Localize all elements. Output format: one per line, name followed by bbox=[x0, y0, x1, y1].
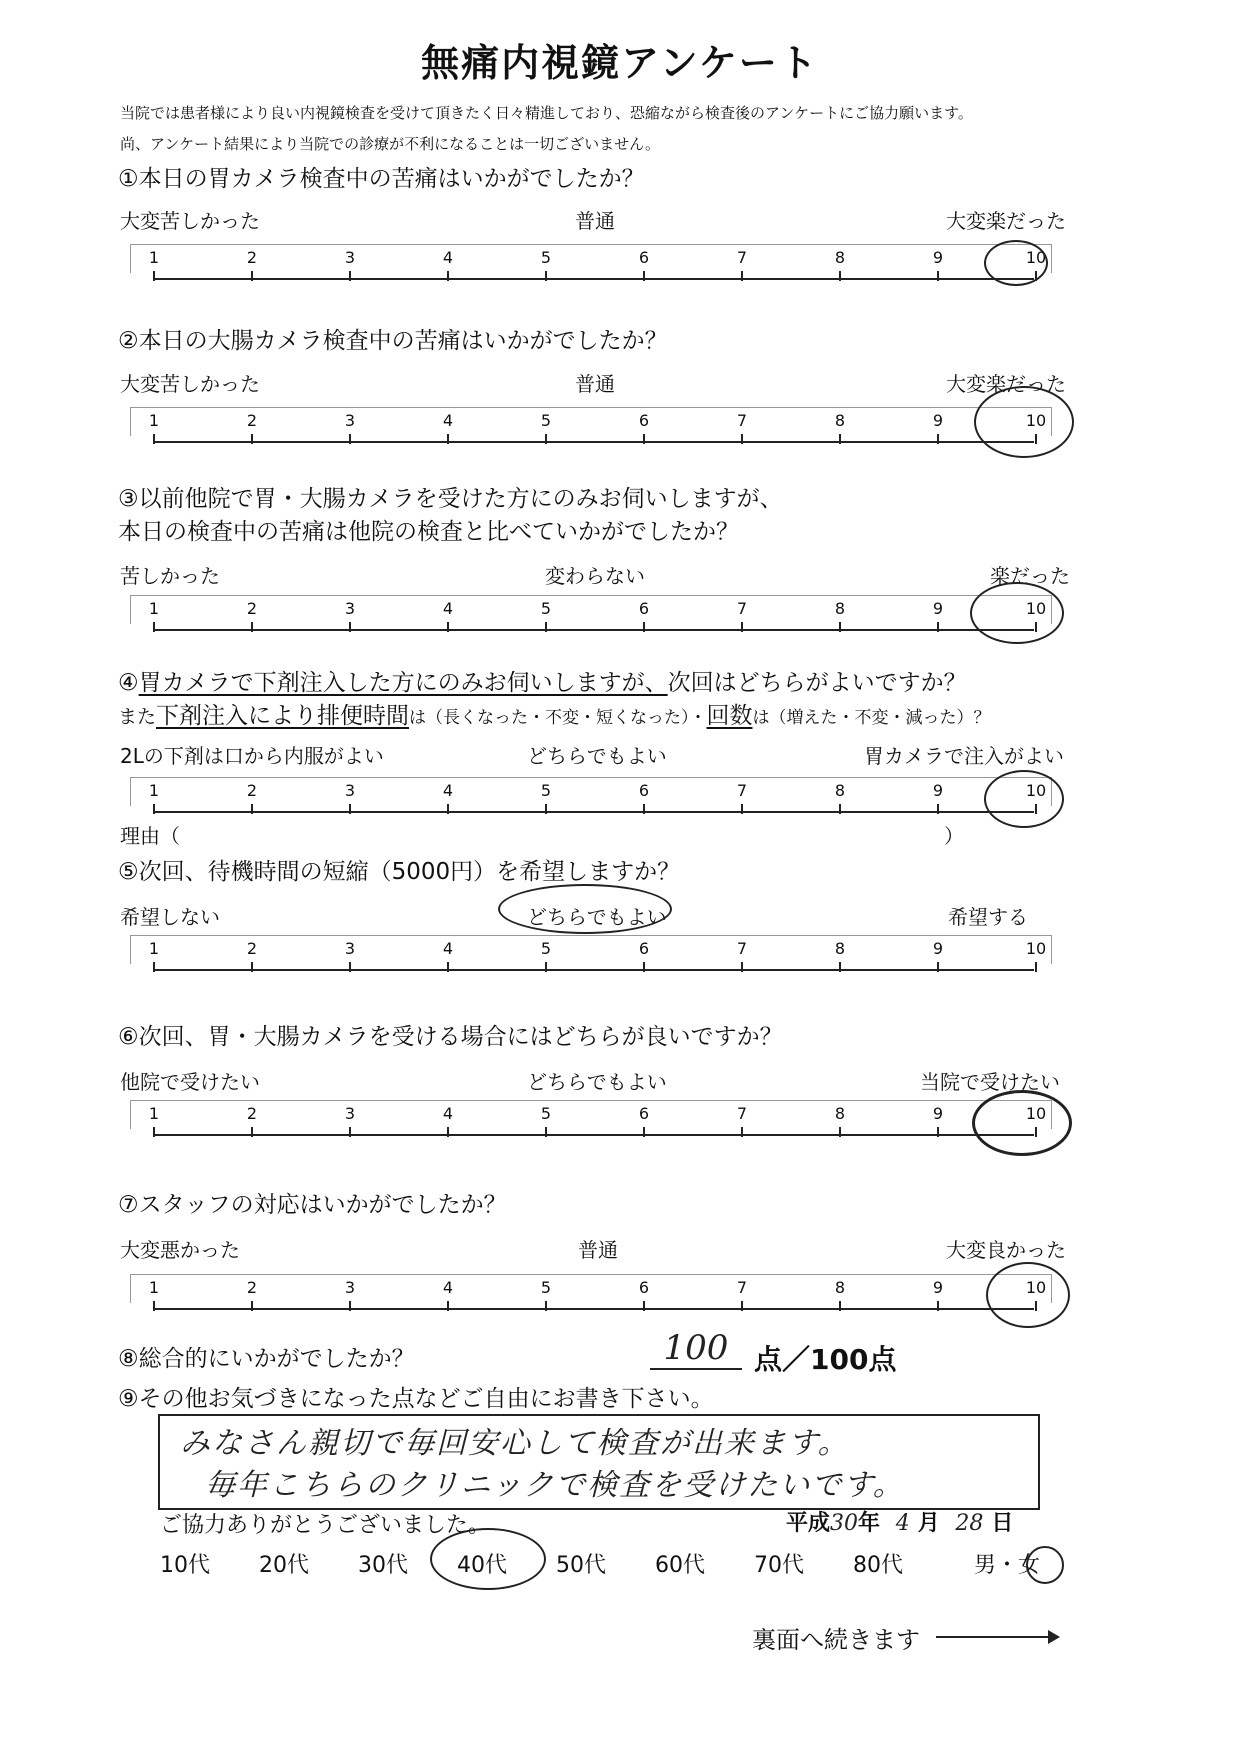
q1-scale[interactable] bbox=[130, 244, 1058, 286]
scale-number-2[interactable]: 2 bbox=[246, 1278, 258, 1297]
age-option-70s[interactable]: 70代 bbox=[754, 1553, 804, 1578]
scale-number-5[interactable]: 5 bbox=[540, 411, 552, 430]
q2-scale[interactable] bbox=[130, 407, 1058, 449]
scale-number-2[interactable]: 2 bbox=[246, 599, 258, 618]
scale-number-7[interactable]: 7 bbox=[736, 939, 748, 958]
q3-question-line-1: ③以前他院で胃・大腸カメラを受けた方にのみお伺いしますが、 bbox=[118, 486, 783, 512]
scale-number-4[interactable]: 4 bbox=[442, 781, 454, 800]
scale-number-9[interactable]: 9 bbox=[932, 1278, 944, 1297]
q6-mid-label: どちらでもよい bbox=[527, 1070, 667, 1094]
age-option-40s[interactable]: 40代 bbox=[457, 1553, 507, 1578]
age-selected-circle bbox=[430, 1528, 546, 1590]
q5-answer-circle bbox=[498, 884, 672, 934]
scale-number-7[interactable]: 7 bbox=[736, 1104, 748, 1123]
scale-number-6[interactable]: 6 bbox=[638, 939, 650, 958]
q2-left-label: 大変苦しかった bbox=[120, 372, 260, 396]
scale-tick bbox=[839, 622, 841, 632]
scale-tick bbox=[937, 1127, 939, 1137]
scale-tick bbox=[545, 622, 547, 632]
scale-tick bbox=[741, 271, 743, 281]
scale-tick bbox=[349, 1301, 351, 1311]
scale-number-3[interactable]: 3 bbox=[344, 599, 356, 618]
scale-tick bbox=[643, 434, 645, 444]
scale-tick bbox=[447, 434, 449, 444]
scale-number-5[interactable]: 5 bbox=[540, 1104, 552, 1123]
scale-tick bbox=[741, 622, 743, 632]
q9-question: ⑨その他お気づきになった点などご自由にお書き下さい。 bbox=[118, 1386, 714, 1412]
scale-number-1[interactable]: 1 bbox=[148, 411, 160, 430]
q1-answer-circle bbox=[984, 240, 1048, 286]
scale-number-8[interactable]: 8 bbox=[834, 1278, 846, 1297]
scale-tick bbox=[153, 1301, 155, 1311]
q8-score-suffix: 点／100点 bbox=[754, 1343, 897, 1376]
scale-tick bbox=[251, 1127, 253, 1137]
scale-number-7[interactable]: 7 bbox=[736, 1278, 748, 1297]
gender-male-option[interactable]: 男 bbox=[974, 1553, 997, 1578]
scale-tick bbox=[741, 962, 743, 972]
continue-arrow-icon bbox=[1048, 1630, 1060, 1644]
scale-number-7[interactable]: 7 bbox=[736, 248, 748, 267]
scale-tick bbox=[153, 962, 155, 972]
q7-answer-circle bbox=[986, 1262, 1070, 1328]
q4-reason-close: ） bbox=[944, 824, 964, 848]
scale-baseline bbox=[154, 1308, 1034, 1310]
intro-line-1: 当院では患者様により良い内視鏡検査を受けて頂きたく日々精進しており、恐縮ながら検査後のアンケートにご協力願います。 bbox=[120, 104, 973, 122]
q4-scale[interactable] bbox=[130, 777, 1058, 819]
q7-left-label: 大変悪かった bbox=[120, 1238, 240, 1262]
scale-tick bbox=[545, 434, 547, 444]
gender-options: 男・女 bbox=[974, 1553, 1041, 1578]
scale-number-3[interactable]: 3 bbox=[344, 939, 356, 958]
scale-tick bbox=[349, 434, 351, 444]
scale-number-1[interactable]: 1 bbox=[148, 939, 160, 958]
scale-tick bbox=[251, 804, 253, 814]
scale-tick bbox=[741, 434, 743, 444]
q5-scale[interactable] bbox=[130, 935, 1058, 977]
scale-tick bbox=[251, 1301, 253, 1311]
scale-number-2[interactable]: 2 bbox=[246, 939, 258, 958]
age-option-50s[interactable]: 50代 bbox=[556, 1553, 606, 1578]
q4-left-label: 2Lの下剤は口から内服がよい bbox=[120, 744, 384, 768]
age-option-30s[interactable]: 30代 bbox=[358, 1553, 408, 1578]
scale-number-10[interactable]: 10 bbox=[1025, 599, 1047, 618]
scale-number-8[interactable]: 8 bbox=[834, 1104, 846, 1123]
scale-number-2[interactable]: 2 bbox=[246, 248, 258, 267]
scale-number-3[interactable]: 3 bbox=[344, 1104, 356, 1123]
scale-tick bbox=[349, 804, 351, 814]
scale-tick bbox=[937, 271, 939, 281]
scale-tick bbox=[153, 622, 155, 632]
q5-right-label: 希望する bbox=[948, 905, 1028, 929]
q7-right-label: 大変良かった bbox=[946, 1238, 1066, 1262]
q3-mid-label: 変わらない bbox=[545, 564, 645, 588]
scale-number-4[interactable]: 4 bbox=[442, 248, 454, 267]
scale-number-9[interactable]: 9 bbox=[932, 1104, 944, 1123]
scale-tick bbox=[741, 804, 743, 814]
scale-number-10[interactable]: 10 bbox=[1025, 939, 1047, 958]
scale-tick bbox=[447, 271, 449, 281]
scale-tick bbox=[643, 271, 645, 281]
scale-frame bbox=[130, 777, 1052, 806]
scale-number-8[interactable]: 8 bbox=[834, 599, 846, 618]
q4-answer-circle bbox=[984, 770, 1064, 828]
scale-number-2[interactable]: 2 bbox=[246, 411, 258, 430]
scale-tick bbox=[839, 434, 841, 444]
q9-comment-line-1: みなさん親切で毎回安心して検査が出来ます。 bbox=[180, 1426, 850, 1461]
scale-tick bbox=[937, 1301, 939, 1311]
scale-tick bbox=[545, 1127, 547, 1137]
scale-number-6[interactable]: 6 bbox=[638, 1104, 650, 1123]
scale-tick bbox=[643, 804, 645, 814]
scale-tick bbox=[741, 1301, 743, 1311]
q8-question: ⑧総合的にいかがでしたか？ bbox=[118, 1346, 415, 1372]
scale-number-4[interactable]: 4 bbox=[442, 411, 454, 430]
scale-tick bbox=[937, 804, 939, 814]
scale-number-1[interactable]: 1 bbox=[148, 248, 160, 267]
scale-number-5[interactable]: 5 bbox=[540, 248, 552, 267]
scale-tick bbox=[839, 1127, 841, 1137]
scale-tick bbox=[153, 1127, 155, 1137]
q3-question-line-2: 本日の検査中の苦痛は他院の検査と比べていかがでしたか？ bbox=[118, 519, 739, 545]
scale-tick bbox=[545, 804, 547, 814]
thanks-text: ご協力ありがとうございました。 bbox=[160, 1513, 491, 1538]
scale-frame bbox=[130, 244, 1052, 273]
q5-left-label: 希望しない bbox=[120, 905, 220, 929]
q4-question-line-2: また下剤注入により排便時間は（長くなった・不変・短くなった）・回数は（増えた・不変・減った）？ bbox=[118, 703, 991, 729]
q6-answer-circle bbox=[972, 1090, 1072, 1156]
scale-baseline bbox=[154, 969, 1034, 971]
age-option-10s[interactable]: 10代 bbox=[160, 1553, 210, 1578]
scale-baseline bbox=[154, 1134, 1034, 1136]
scale-number-10[interactable]: 10 bbox=[1025, 781, 1047, 800]
scale-tick bbox=[349, 271, 351, 281]
q6-left-label: 他院で受けたい bbox=[120, 1070, 260, 1094]
q3-answer-circle bbox=[970, 582, 1064, 644]
scale-tick bbox=[937, 622, 939, 632]
q4-question-line-1: ④胃カメラで下剤注入した方にのみお伺いしますが、次回はどちらがよいですか？ bbox=[118, 670, 967, 696]
scale-number-3[interactable]: 3 bbox=[344, 411, 356, 430]
scale-tick bbox=[251, 622, 253, 632]
q3-left-label: 苦しかった bbox=[120, 564, 220, 588]
gender-female-option[interactable]: 女 bbox=[1018, 1553, 1041, 1578]
scale-number-2[interactable]: 2 bbox=[246, 781, 258, 800]
intro-line-2: 尚、アンケート結果により当院での診療が不利になることは一切ございません。 bbox=[120, 135, 661, 153]
scale-tick bbox=[447, 1301, 449, 1311]
scale-tick bbox=[349, 962, 351, 972]
q1-question: ①本日の胃カメラ検査中の苦痛はいかがでしたか？ bbox=[118, 166, 645, 192]
q2-answer-circle bbox=[974, 386, 1074, 458]
scale-tick bbox=[251, 434, 253, 444]
scale-number-5[interactable]: 5 bbox=[540, 1278, 552, 1297]
scale-number-7[interactable]: 7 bbox=[736, 599, 748, 618]
scale-tick bbox=[447, 962, 449, 972]
scale-tick bbox=[839, 271, 841, 281]
scale-number-5[interactable]: 5 bbox=[540, 781, 552, 800]
scale-number-2[interactable]: 2 bbox=[246, 1104, 258, 1123]
scale-number-6[interactable]: 6 bbox=[638, 411, 650, 430]
continue-note: 裏面へ続きます bbox=[752, 1626, 920, 1654]
scale-tick bbox=[153, 804, 155, 814]
scale-tick bbox=[1035, 962, 1037, 972]
scale-number-6[interactable]: 6 bbox=[638, 248, 650, 267]
scale-number-4[interactable]: 4 bbox=[442, 599, 454, 618]
scale-tick bbox=[447, 1127, 449, 1137]
q6-question: ⑥次回、胃・大腸カメラを受ける場合にはどちらが良いですか？ bbox=[118, 1024, 783, 1050]
scale-tick bbox=[251, 962, 253, 972]
q9-comment-line-2: 毎年こちらのクリニックで検査を受けたいです。 bbox=[205, 1468, 905, 1503]
q5-mid-label: どちらでもよい bbox=[527, 905, 667, 929]
scale-number-5[interactable]: 5 bbox=[540, 939, 552, 958]
scale-frame bbox=[130, 595, 1052, 624]
age-option-20s[interactable]: 20代 bbox=[259, 1553, 309, 1578]
scale-number-1[interactable]: 1 bbox=[148, 1104, 160, 1123]
q8-score-input[interactable]: 100 bbox=[650, 1328, 742, 1370]
q1-right-label: 大変楽だった bbox=[946, 209, 1066, 233]
scale-number-10[interactable]: 10 bbox=[1025, 411, 1047, 430]
scale-tick bbox=[643, 962, 645, 972]
continue-arrow-line bbox=[936, 1636, 1056, 1638]
scale-baseline bbox=[154, 629, 1034, 631]
q3-right-label: 楽だった bbox=[990, 564, 1070, 588]
scale-tick bbox=[153, 434, 155, 444]
scale-tick bbox=[545, 962, 547, 972]
scale-number-1[interactable]: 1 bbox=[148, 781, 160, 800]
scale-number-4[interactable]: 4 bbox=[442, 939, 454, 958]
scale-number-9[interactable]: 9 bbox=[932, 411, 944, 430]
scale-number-8[interactable]: 8 bbox=[834, 248, 846, 267]
q2-question: ②本日の大腸カメラ検査中の苦痛はいかがでしたか？ bbox=[118, 328, 668, 354]
scale-number-6[interactable]: 6 bbox=[638, 781, 650, 800]
scale-number-1[interactable]: 1 bbox=[148, 599, 160, 618]
age-option-80s[interactable]: 80代 bbox=[853, 1553, 903, 1578]
scale-tick bbox=[447, 804, 449, 814]
scale-tick bbox=[937, 434, 939, 444]
scale-baseline bbox=[154, 441, 1034, 443]
q3-scale[interactable] bbox=[130, 595, 1058, 637]
scale-number-5[interactable]: 5 bbox=[540, 599, 552, 618]
scale-number-8[interactable]: 8 bbox=[834, 781, 846, 800]
q4-mid-label: どちらでもよい bbox=[527, 744, 667, 768]
scale-number-3[interactable]: 3 bbox=[344, 781, 356, 800]
scale-tick bbox=[937, 962, 939, 972]
scale-number-10[interactable]: 10 bbox=[1025, 1278, 1047, 1297]
scale-tick bbox=[839, 804, 841, 814]
scale-tick bbox=[643, 1127, 645, 1137]
scale-tick bbox=[839, 962, 841, 972]
scale-number-10[interactable]: 10 bbox=[1025, 248, 1047, 267]
scale-number-3[interactable]: 3 bbox=[344, 248, 356, 267]
scale-tick bbox=[643, 622, 645, 632]
scale-number-7[interactable]: 7 bbox=[736, 781, 748, 800]
q2-right-label: 大変楽だった bbox=[946, 372, 1066, 396]
scale-tick bbox=[545, 271, 547, 281]
scale-frame bbox=[130, 1274, 1052, 1303]
scale-number-3[interactable]: 3 bbox=[344, 1278, 356, 1297]
q7-question: ⑦スタッフの対応はいかがでしたか？ bbox=[118, 1192, 507, 1218]
scale-tick bbox=[741, 1127, 743, 1137]
scale-number-4[interactable]: 4 bbox=[442, 1278, 454, 1297]
q1-left-label: 大変苦しかった bbox=[120, 209, 260, 233]
scale-number-4[interactable]: 4 bbox=[442, 1104, 454, 1123]
scale-number-10[interactable]: 10 bbox=[1025, 1104, 1047, 1123]
scale-tick bbox=[251, 271, 253, 281]
scale-baseline bbox=[154, 278, 1034, 280]
scale-number-8[interactable]: 8 bbox=[834, 939, 846, 958]
scale-number-9[interactable]: 9 bbox=[932, 248, 944, 267]
scale-number-6[interactable]: 6 bbox=[638, 599, 650, 618]
scale-baseline bbox=[154, 811, 1034, 813]
age-option-60s[interactable]: 60代 bbox=[655, 1553, 705, 1578]
scale-tick bbox=[643, 1301, 645, 1311]
scale-number-6[interactable]: 6 bbox=[638, 1278, 650, 1297]
q6-scale[interactable] bbox=[130, 1100, 1058, 1142]
form-title: 無痛内視鏡アンケート bbox=[421, 41, 819, 85]
scale-tick bbox=[545, 1301, 547, 1311]
q6-right-label: 当院で受けたい bbox=[920, 1070, 1060, 1094]
scale-tick bbox=[349, 1127, 351, 1137]
scale-number-8[interactable]: 8 bbox=[834, 411, 846, 430]
q4-right-label: 胃カメラで注入がよい bbox=[864, 744, 1064, 768]
scale-tick bbox=[839, 1301, 841, 1311]
survey-date: 平成30年 4 月 28 日 bbox=[786, 1511, 1014, 1536]
scale-number-9[interactable]: 9 bbox=[932, 781, 944, 800]
q7-scale[interactable] bbox=[130, 1274, 1058, 1316]
scale-number-7[interactable]: 7 bbox=[736, 411, 748, 430]
scale-tick bbox=[447, 622, 449, 632]
q2-mid-label: 普通 bbox=[575, 372, 615, 396]
scale-frame bbox=[130, 407, 1052, 436]
scale-tick bbox=[349, 622, 351, 632]
q7-mid-label: 普通 bbox=[578, 1238, 618, 1262]
q1-mid-label: 普通 bbox=[575, 209, 615, 233]
q5-question: ⑤次回、待機時間の短縮（5000円）を希望しますか？ bbox=[118, 859, 681, 885]
scale-number-9[interactable]: 9 bbox=[932, 599, 944, 618]
scale-number-1[interactable]: 1 bbox=[148, 1278, 160, 1297]
scale-frame bbox=[130, 1100, 1052, 1129]
q4-reason-label: 理由（ bbox=[120, 824, 180, 848]
gender-selected-circle bbox=[1026, 1546, 1064, 1584]
scale-frame bbox=[130, 935, 1052, 964]
scale-number-9[interactable]: 9 bbox=[932, 939, 944, 958]
scale-tick bbox=[153, 271, 155, 281]
